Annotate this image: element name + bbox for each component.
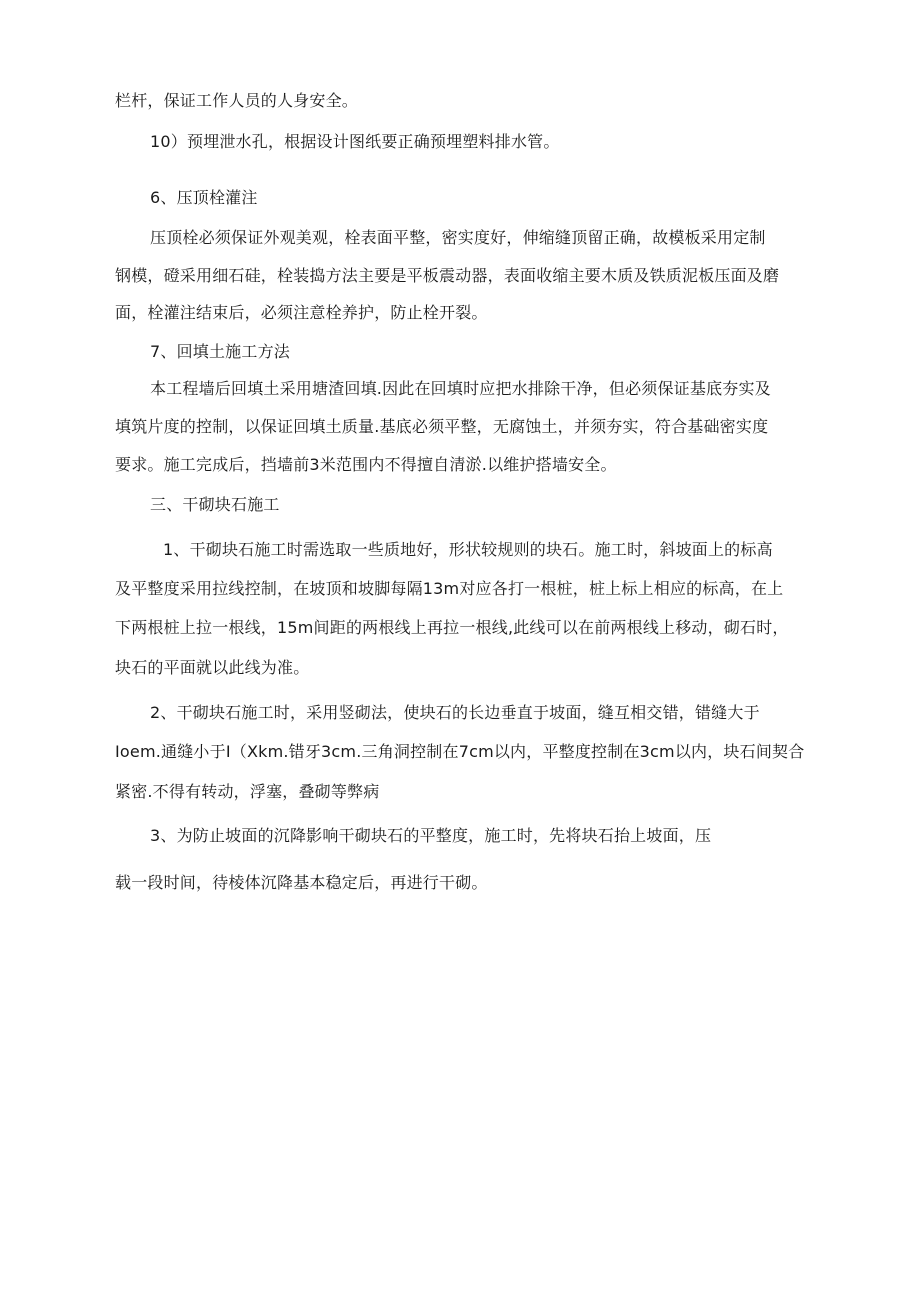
text-line: 块石的平面就以此线为准。 — [115, 658, 310, 677]
text-line: 下两根桩上拉一根线，15m间距的两根线上再拉一根线,此线可以在前两根线上移动，砌石时， — [115, 618, 789, 637]
section-heading: 三、干砌块石施工 — [150, 495, 280, 514]
section-heading: 6、压顶栓灌注 — [150, 188, 258, 207]
text-line: 载一段时间，待棱体沉降基本稳定后，再进行干砌。 — [115, 873, 488, 892]
text-line: 钢模，磴采用细石硅，栓装捣方法主要是平板震动器，表面收缩主要木质及铁质泥板压面及磨 — [115, 266, 780, 285]
text-line: 面，栓灌注结束后，必须注意栓养护，防止栓开裂。 — [115, 303, 488, 322]
text-line: 3、为防止坡面的沉降影响干砌块石的平整度，施工时，先将块石抬上坡面，压 — [150, 826, 712, 845]
text-line: 及平整度采用拉线控制，在坡顶和坡脚每隔13m对应各打一根桩，桩上标上相应的标高，在上 — [115, 579, 784, 598]
text-line: 要求。施工完成后，挡墙前3米范围内不得擅自清淤.以维护搭墙安全。 — [115, 455, 617, 474]
section-heading: 7、回填土施工方法 — [150, 342, 290, 361]
text-line: 1、干砌块石施工时需选取一些质地好，形状较规则的块石。施工时，斜坡面上的标高 — [163, 540, 773, 559]
text-line: Ioem.通缝小于I（Xkm.错牙3cm.三角洞控制在7cm以内，平整度控制在3cm以内，块石间契合 — [115, 742, 805, 761]
text-line: 10）预埋泄水孔，根据设计图纸要正确预埋塑料排水管。 — [150, 132, 560, 151]
text-line: 填筑片度的控制，以保证回填土质量.基底必须平整，无腐蚀土，并须夯实，符合基础密实度 — [115, 417, 769, 436]
text-line: 栏杆，保证工作人员的人身安全。 — [115, 91, 359, 110]
text-line: 紧密.不得有转动，浮塞，叠砌等弊病 — [115, 782, 380, 801]
text-line: 本工程墙后回填土采用塘渣回填.因此在回填时应把水排除干净，但必须保证基底夯实及 — [150, 379, 771, 398]
text-line: 压顶栓必须保证外观美观，栓表面平整，密实度好，伸缩缝顶留正确，故模板采用定制 — [150, 228, 766, 247]
text-line: 2、干砌块石施工时，采用竖砌法，使块石的长边垂直于坡面，缝互相交错，错缝大于 — [150, 703, 760, 722]
